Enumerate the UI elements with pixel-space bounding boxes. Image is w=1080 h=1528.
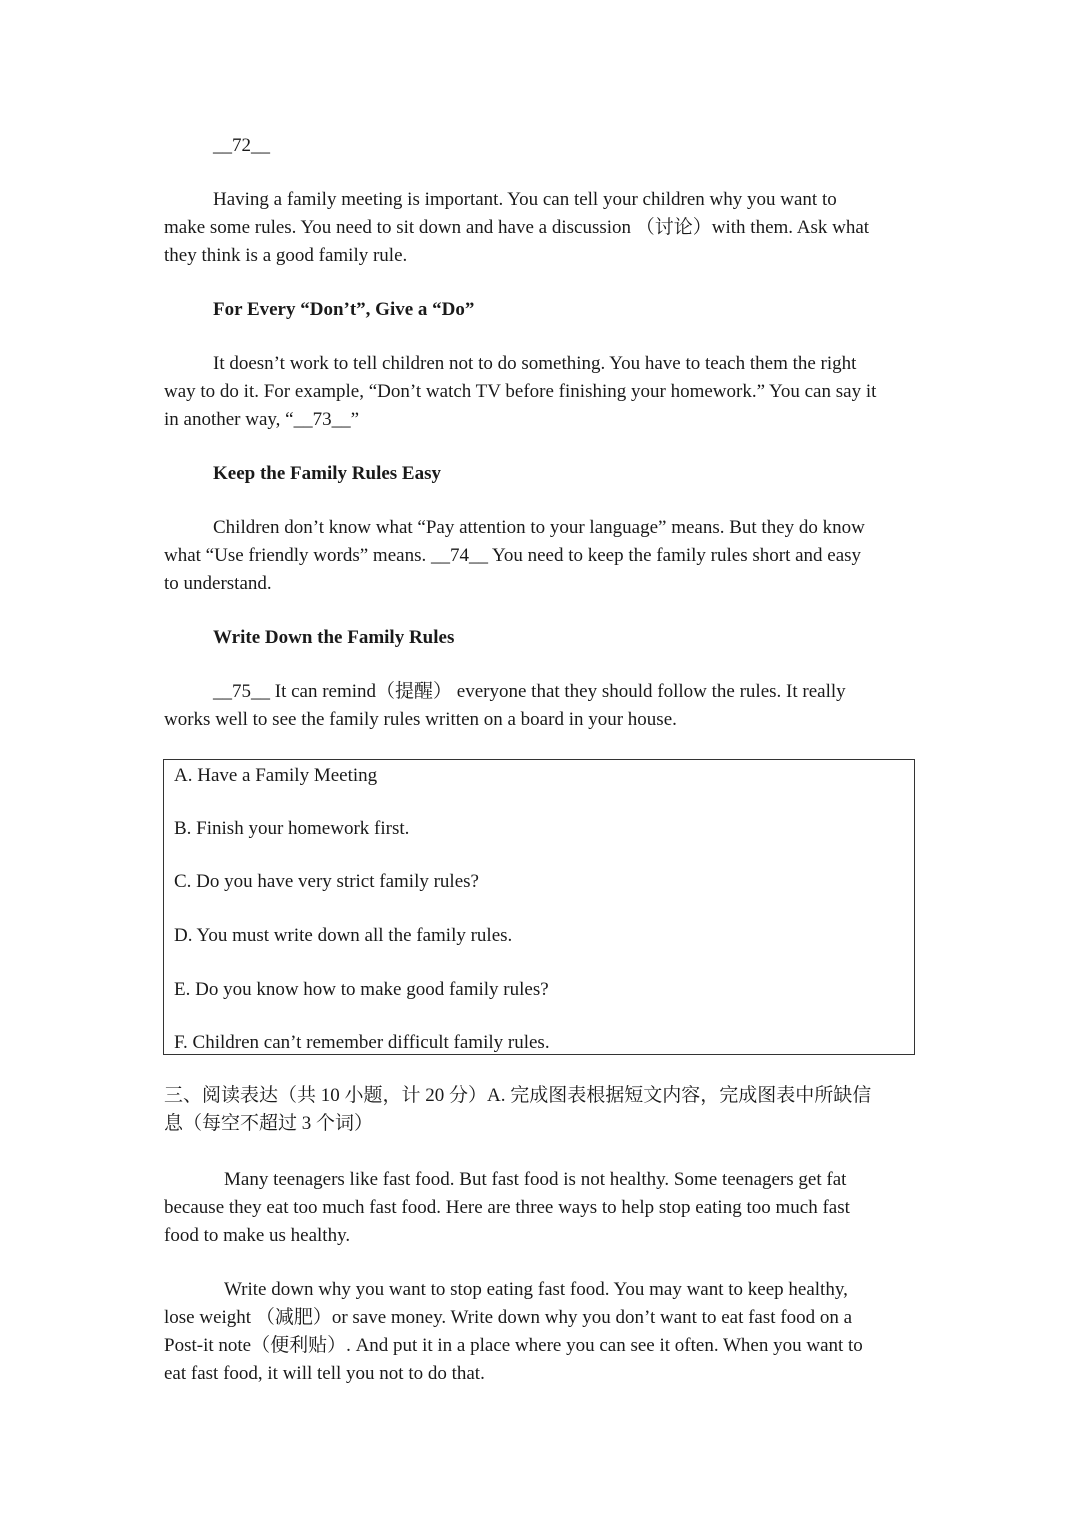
section-heading: Write Down the Family Rules — [213, 627, 455, 648]
paragraph-line: way to do it. For example, “Don’t watch TV before finishing your homework.” You can say it — [164, 381, 877, 402]
paragraph-line: Many teenagers like fast food. But fast food is not healthy. Some teenagers get fat — [224, 1169, 847, 1190]
instruction-line: 息（每空不超过 3 个词） — [164, 1113, 374, 1134]
paragraph-line: Write down why you want to stop eating fast food. You may want to keep healthy, — [224, 1279, 848, 1300]
paragraph-line: make some rules. You need to sit down and have a discussion （讨论）with them. Ask what — [164, 217, 870, 238]
paragraph-line: It doesn’t work to tell children not to do something. You have to teach them the right — [213, 353, 857, 374]
paragraph-line: because they eat too much fast food. Here are three ways to help stop eating too much fast — [164, 1197, 850, 1218]
paragraph-line: in another way, “__73__” — [164, 409, 360, 430]
paragraph-line: eat fast food, it will tell you not to do that. — [164, 1363, 485, 1384]
paragraph-line: food to make us healthy. — [164, 1225, 351, 1246]
paragraph-line: they think is a good family rule. — [164, 245, 408, 266]
option-item: C. Do you have very strict family rules? — [174, 871, 479, 892]
instruction-line: 三、阅读表达（共 10 小题，计 20 分）A. 完成图表根据短文内容，完成图表中所缺信 — [164, 1085, 872, 1106]
options-box — [163, 759, 915, 1055]
paragraph-line: Having a family meeting is important. You can tell your children why you want to — [213, 189, 837, 210]
option-item: B. Finish your homework first. — [174, 818, 410, 839]
paragraph-line: to understand. — [164, 573, 272, 594]
section-heading: Keep the Family Rules Easy — [213, 463, 441, 484]
option-item: A. Have a Family Meeting — [174, 765, 378, 786]
paragraph-line: Post-it note（便利贴）. And put it in a place where you can see it often. When you want to — [164, 1335, 863, 1356]
paragraph-line: __75__ It can remind（提醒） everyone that they should follow the rules. It really — [213, 681, 846, 702]
option-item: E. Do you know how to make good family rules? — [174, 979, 549, 1000]
option-item: D. You must write down all the family rules. — [174, 925, 513, 946]
paragraph-line: lose weight （减肥）or save money. Write down why you don’t want to eat fast food on a — [164, 1307, 853, 1328]
paragraph-line: Children don’t know what “Pay attention to your language” means. But they do know — [213, 517, 865, 538]
paragraph-line: works well to see the family rules written on a board in your house. — [164, 709, 677, 730]
blank-72: __72__ — [213, 135, 270, 156]
option-item: F. Children can’t remember difficult family rules. — [174, 1032, 550, 1053]
paragraph-line: what “Use friendly words” means. __74__ You need to keep the family rules short and easy — [164, 545, 862, 566]
section-heading: For Every “Don’t”, Give a “Do” — [213, 299, 475, 320]
